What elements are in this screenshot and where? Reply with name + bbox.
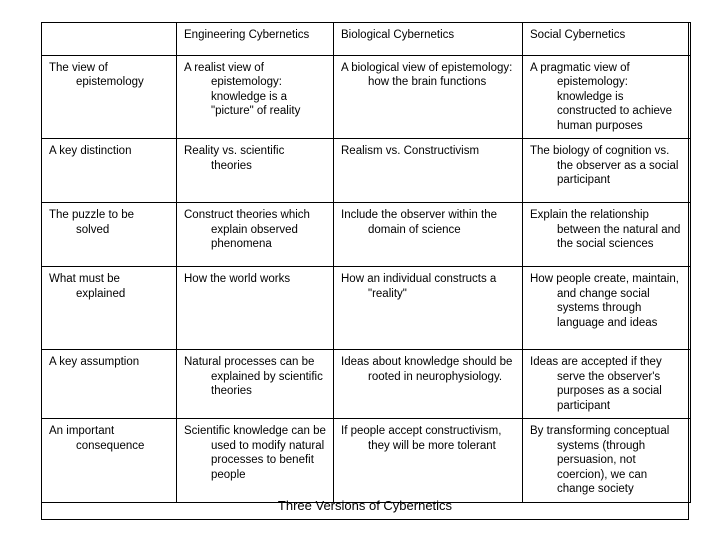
cell-text: Include the observer within the domain of science (341, 209, 497, 236)
cell-text: A biological view of epistemology: how the brain functions (341, 61, 513, 88)
table-cell (334, 203, 523, 267)
cell-text: How people create, maintain, and change social systems through language and ideas (530, 273, 679, 329)
cell-text: Explain the relationship between the natural and the social sciences (530, 209, 681, 250)
cell-text: A pragmatic view of epistemology: knowledge is constructed to achieve human purposes (530, 61, 673, 132)
row-label (42, 55, 177, 139)
row-label-text: The puzzle to be solved (49, 209, 135, 236)
cell-text: Construct theories which explain observed phenomena (184, 209, 310, 250)
table-cell (523, 55, 691, 139)
cell-text: Ideas about knowledge should be rooted in neurophysiology. (341, 356, 513, 383)
table-cell (334, 139, 523, 203)
cell-text: A realist view of epistemology: knowledge is a "picture" of reality (184, 61, 301, 117)
cell-text: The biology of cognition vs. the observer as a social participant (530, 145, 679, 186)
row-label (42, 419, 177, 503)
table-cell (523, 139, 691, 203)
cell-text: How an individual constructs a "reality" (341, 273, 497, 300)
table-caption: Three Versions of Cybernetics (277, 498, 453, 513)
cell-text: How the world works (184, 273, 291, 285)
table-cell (177, 419, 334, 503)
cell-text: Reality vs. scientific theories (184, 145, 285, 172)
table-cell (523, 419, 691, 503)
row-label-text: What must be explained (49, 273, 126, 300)
table-cell (523, 267, 691, 350)
cell-text: Scientific knowledge can be used to modify natural processes to benefit people (184, 425, 326, 481)
cell-text: Ideas are accepted if they serve the observer's purposes as a social participant (530, 356, 662, 412)
table-cell (334, 267, 523, 350)
table-cell (177, 267, 334, 350)
table-row (42, 139, 691, 203)
row-label-text: An important consequence (49, 425, 145, 452)
table-cell (334, 419, 523, 503)
row-label (42, 350, 177, 419)
row-label (42, 203, 177, 267)
header-biological: Biological Cybernetics (334, 23, 523, 56)
cell-text: If people accept constructivism, they will be more tolerant (341, 425, 502, 452)
row-label (42, 139, 177, 203)
table-cell (523, 203, 691, 267)
header-social: Social Cybernetics (523, 23, 691, 56)
row-label (42, 267, 177, 350)
table-row (42, 267, 691, 350)
header-corner (42, 23, 177, 56)
cybernetics-table (41, 22, 691, 503)
table-cell (334, 350, 523, 419)
table-cell (334, 55, 523, 139)
row-label-text: A key distinction (49, 145, 132, 157)
table-cell (177, 139, 334, 203)
row-label-text: A key assumption (49, 356, 140, 368)
table-row (42, 419, 691, 503)
cell-text: By transforming conceptual systems (through persuasion, not coercion), we can change society (530, 425, 670, 495)
header-engineering: Engineering Cybernetics (177, 23, 334, 56)
table-cell (523, 350, 691, 419)
row-label-text: The view of epistemology (49, 61, 144, 88)
cell-text: Realism vs. Constructivism (341, 145, 480, 157)
table-row (42, 203, 691, 267)
table-cell (177, 55, 334, 139)
table-cell (177, 350, 334, 419)
table-header-row (42, 23, 691, 56)
table-cell (177, 203, 334, 267)
cell-text: Natural processes can be explained by scientific theories (184, 356, 323, 397)
table-row (42, 350, 691, 419)
table-row (42, 55, 691, 139)
